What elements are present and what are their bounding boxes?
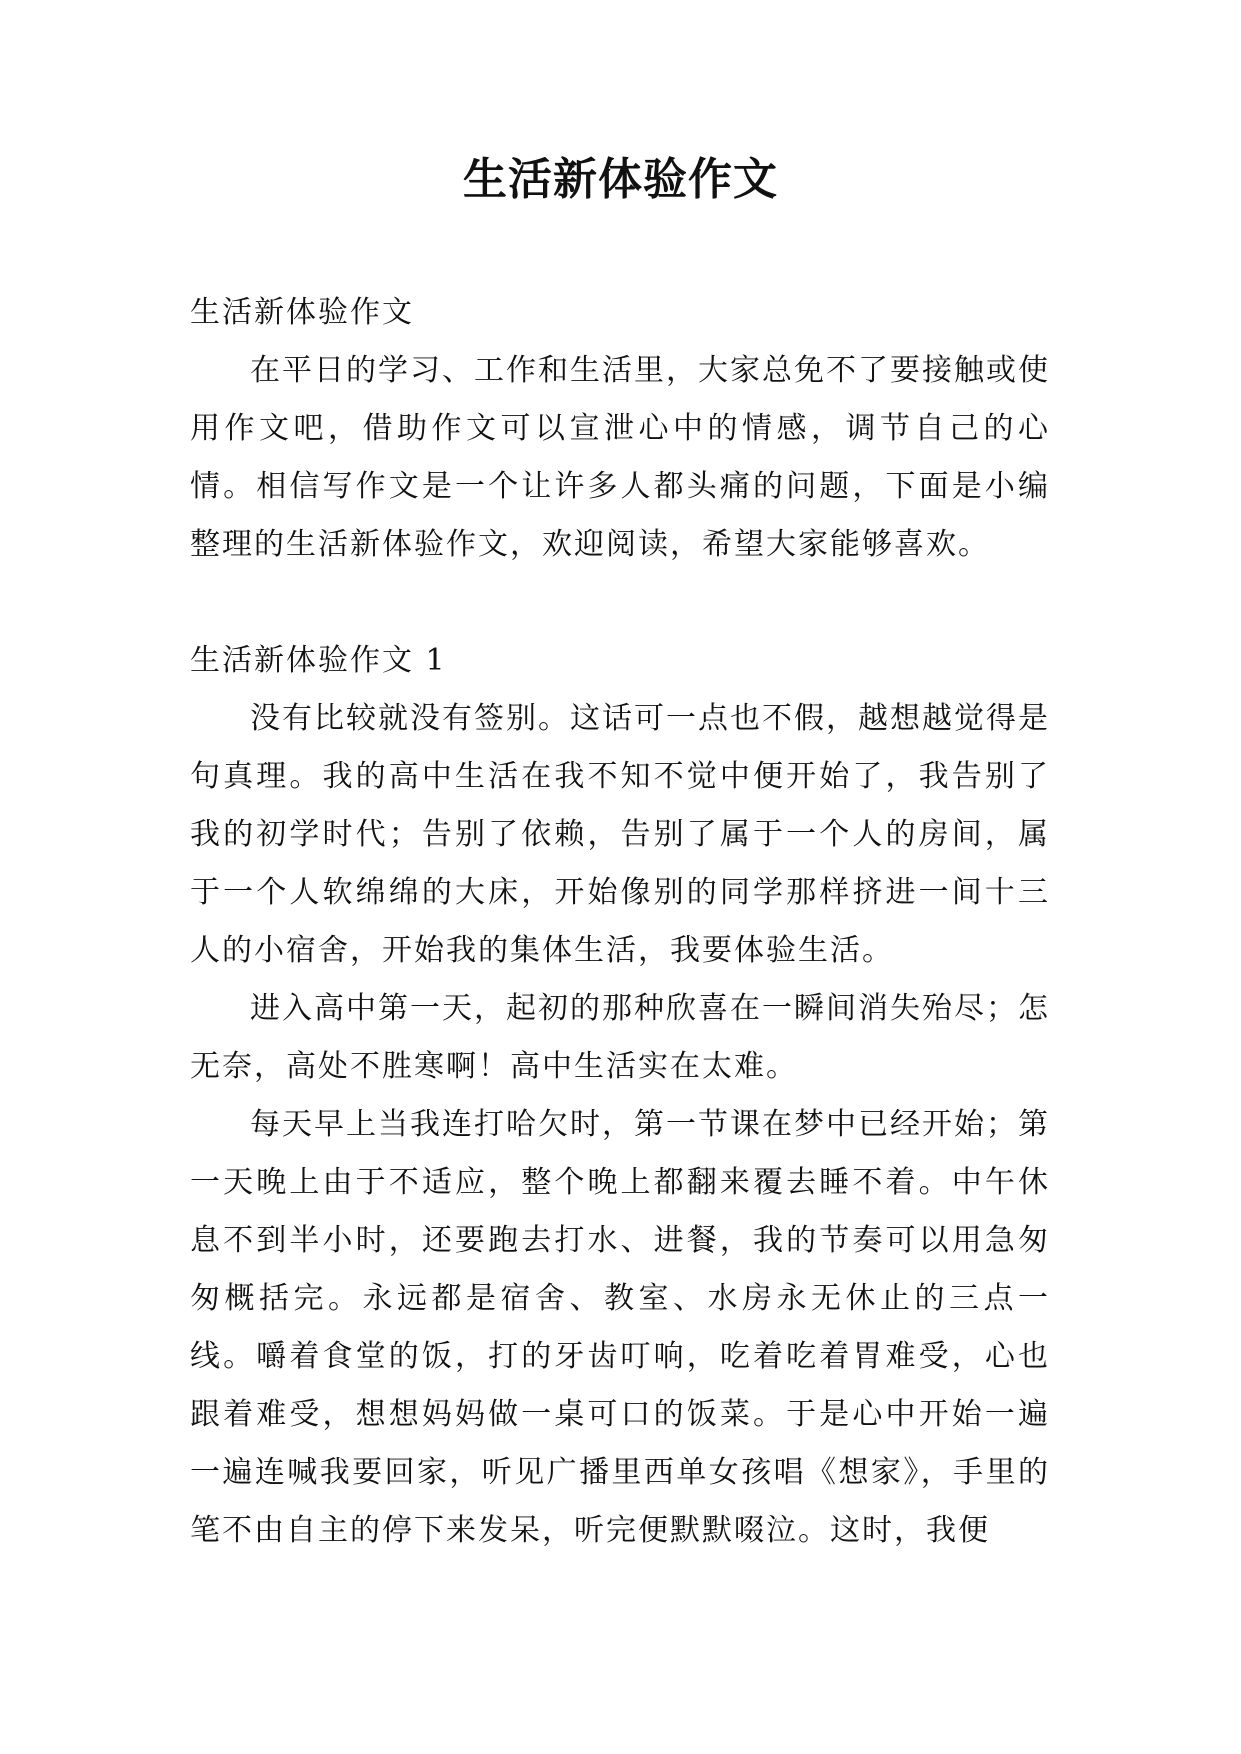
document-body <box>190 284 1050 1560</box>
intro-heading: 生活新体验作文 <box>190 295 414 330</box>
section-heading: 生活新体验作文 1 <box>190 643 447 678</box>
body-paragraph: 进入高中第一天，起初的那种欣喜在一瞬间消失殆尽；怎无奈，高处不胜寒啊！高中生活实在太难。 <box>190 991 1050 1084</box>
document-title: 生活新体验作文 <box>463 154 778 205</box>
section-spacer <box>190 574 1050 632</box>
intro-paragraph: 在平日的学习、工作和生活里，大家总免不了要接触或使用作文吧，借助作文可以宣泄心中的情感，调节自己的心情。相信写作文是一个让许多人都头痛的问题，下面是小编整理的生活新体验作文，欢迎阅读，希望大家能够喜欢。 <box>190 353 1050 562</box>
body-paragraph: 没有比较就没有签别。这话可一点也不假，越想越觉得是句真理。我的高中生活在我不知不觉中便开始了，我告别了我的初学时代；告别了依赖，告别了属于一个人的房间，属于一个人软绵绵的大床，开始像别的同学那样挤进一间十三人的小宿舍，开始我的集体生活，我要体验生活。 <box>190 701 1050 968</box>
body-paragraph: 每天早上当我连打哈欠时，第一节课在梦中已经开始；第一天晚上由于不适应，整个晚上都翻来覆去睡不着。中午休息不到半小时，还要跑去打水、进餐，我的节奏可以用急匆匆概括完。永远都是宿舍、教室、水房永无休止的三点一线。嚼着食堂的饭，打的牙齿叮响，吃着吃着胃难受，心也跟着难受，想想妈妈做一桌可口的饭菜。于是心中开始一遍一遍连喊我要回家，听见广播里西单女孩唱《想家》，手里的笔不由自主的停下来发呆，听完便默默啜泣。这时，我便 <box>190 1107 1050 1548</box>
